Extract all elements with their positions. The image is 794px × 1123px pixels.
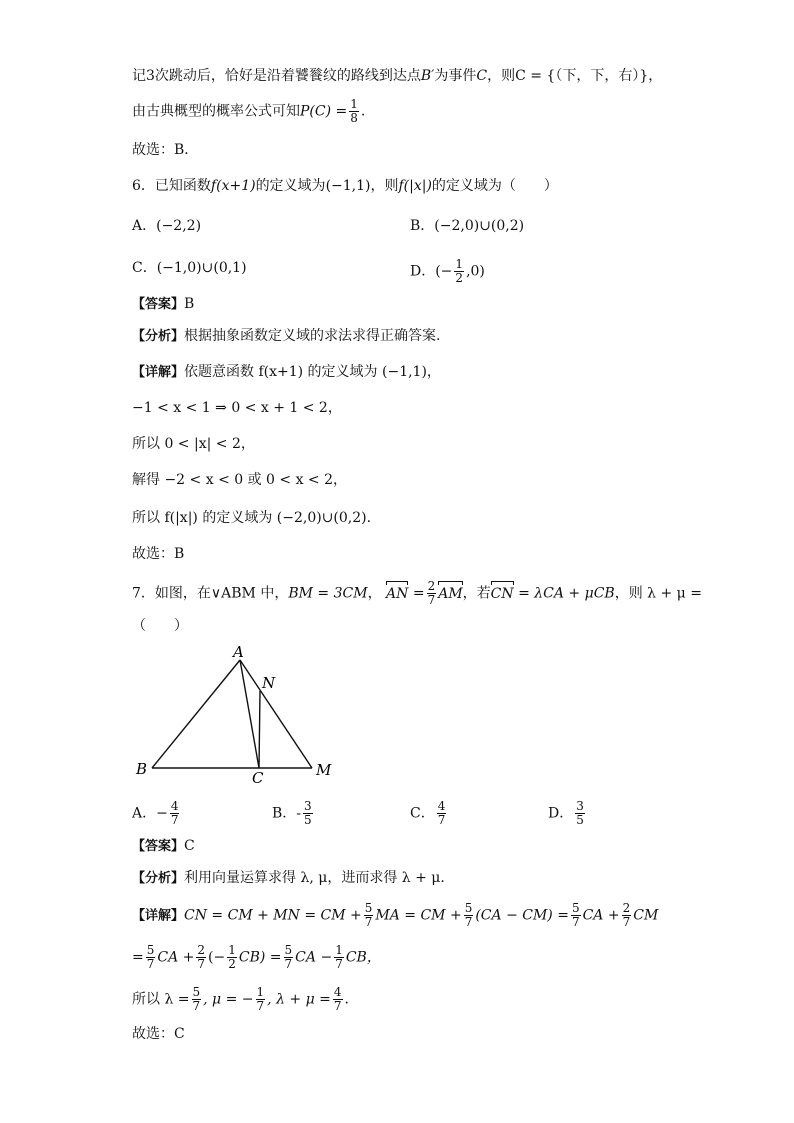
denominator: 7 [333,999,342,1013]
analysis-tag: 【分析】 [132,329,185,344]
numerator: 4 [333,985,342,999]
segment-am [240,660,312,768]
answer-tag: 【答案】 [132,839,185,854]
q6-detail-2: −1 < x < 1 ⇒ 0 < x + 1 < 2， [132,400,342,416]
label-n: N [262,674,276,692]
numerator: 1 [256,985,265,999]
text: 6．已知函数 [132,178,211,194]
expression: CB) = [238,949,282,966]
q7-analysis [132,868,445,889]
fraction [334,944,344,971]
text: . [344,991,349,1008]
domain-expression: (−1,1) [325,178,371,194]
fraction [464,902,474,929]
expression: CM [633,907,659,924]
denominator: 7 [192,999,201,1013]
q6-detail-5: 所以 f(|x|) 的定义域为 (−2,0)∪(0,2). [132,510,372,526]
q7-option-b [272,800,315,827]
numerator: 1 [350,97,358,111]
fraction [227,944,237,971]
analysis-text: 根据抽象函数定义域的求法求得正确答案. [184,328,441,344]
q6-option-b: B．(−2,0)∪(0,2) [410,218,525,234]
segment-ac [240,660,259,768]
expression: CA + [582,907,620,924]
numerator: 4 [170,799,179,813]
numerator: 3 [304,799,312,813]
numerator: 2 [622,901,631,915]
denominator: 2 [228,957,236,971]
text: ，则 λ + μ = [614,585,702,602]
text: D． [548,805,574,822]
fraction [333,986,343,1013]
fraction [256,986,266,1013]
denominator: 7 [437,813,446,827]
q6-detail-1 [132,362,441,383]
q7-detail-3 [132,986,349,1013]
text: . [360,103,366,120]
denominator: 7 [622,915,631,929]
fraction [146,944,156,971]
fraction [196,944,206,971]
event-label: C [476,68,488,84]
q7-detail-2 [132,944,381,971]
text: = [412,585,425,602]
q6-option-c: C．(−1,0)∪(0,1) [132,260,247,276]
fraction [575,800,585,827]
expression: (CA − CM) = [475,907,569,924]
q6-detail-4: 解得 −2 < x < 0 或 0 < x < 2， [132,472,348,488]
expression: , μ = − [203,991,254,1008]
fraction [437,800,447,827]
function-expression: f(|x|) [398,178,432,194]
numerator: 1 [335,943,343,957]
denominator: 7 [146,957,155,971]
numerator: 1 [455,257,464,271]
answer-value: B [184,296,195,312]
q6-answer [132,294,194,315]
numerator: 5 [571,901,580,915]
segment-cn [259,691,260,768]
fraction [349,98,359,125]
text: 由古典概型的概率公式可知 [132,103,300,120]
label-c: C [252,769,264,787]
text: ，则 [487,68,516,84]
q7-option-d [548,800,587,827]
function-expression: f(x+1) [210,178,256,194]
denominator: 7 [256,999,265,1013]
numerator: 5 [464,901,473,915]
prev-solution-answer: 故选：B． [132,142,199,158]
fraction [170,800,180,827]
q7-answer [132,836,195,857]
text: 的定义域为（ ） [431,178,558,194]
fraction [454,258,464,285]
text: ，若 [462,585,491,602]
detail-tag: 【详解】 [132,908,185,924]
numerator: 5 [146,943,155,957]
expression: , λ + μ = [267,991,331,1008]
q6-option-d [410,258,485,285]
vector-an: AN [386,585,409,602]
text: ， [367,585,382,602]
text: C． [410,805,435,822]
numerator: 2 [197,943,206,957]
q6-stem [132,176,558,196]
denominator: 7 [364,915,373,929]
detail-tag: 【详解】 [132,365,185,380]
denominator: 7 [335,957,343,971]
label-m: M [316,761,332,779]
text: ，则 [370,178,399,194]
q7-detail-1 [132,902,658,929]
denominator: 7 [571,915,580,929]
fraction [571,902,581,929]
text: 为事件 [434,68,477,84]
expression: CN = CM + MN = CM + [184,907,362,924]
q7-final-answer: 故选：C [132,1026,185,1042]
numerator: 4 [437,799,446,813]
expression: MA = CM + [375,907,462,924]
denominator: 7 [427,593,436,607]
text: A．− [132,805,168,822]
label-b: B [136,760,148,778]
numerator: 2 [427,579,436,593]
numerator: 1 [228,943,236,957]
vector-cn: CN [490,585,514,602]
answer-value: C [184,838,195,854]
denominator: 7 [464,915,473,929]
denominator: 7 [284,957,293,971]
denominator: 5 [304,813,312,827]
q6-analysis [132,326,440,347]
text: D．(− [410,263,453,280]
expression: BM = 3CM [288,585,368,602]
q6-final-answer: 故选：B [132,546,185,562]
segment-ab [152,660,240,768]
text: (− [208,949,226,966]
set-expression: C = {（下，下，右）}， [515,68,663,84]
denominator: 2 [455,271,464,285]
q7-stem [132,580,702,607]
fraction [192,986,202,1013]
numerator: 3 [576,799,584,813]
expression: CA − [295,949,333,966]
text: 7．如图，在∨ABM 中， [132,585,289,602]
fraction [622,902,632,929]
probability-expression: P(C) = [300,103,348,120]
triangle-figure [128,640,338,788]
detail-text: 依题意函数 f(x+1) 的定义域为 (−1,1)， [184,364,441,380]
numerator: 5 [284,943,293,957]
prev-solution-line-2 [132,98,365,125]
label-a: A [233,643,244,661]
answer-tag: 【答案】 [132,297,185,312]
numerator: 5 [364,901,373,915]
expression: CB， [345,949,381,966]
denominator: 5 [576,813,584,827]
text: 所以 λ = [132,991,190,1008]
q6-option-a: A．(−2,2) [132,218,202,234]
q7-paren: （ ） [132,618,188,634]
point-label: B′ [420,68,435,84]
denominator: 7 [197,957,206,971]
vector-am: AM [438,585,463,602]
text: = [132,949,144,966]
prev-solution-line-1 [132,66,662,86]
text: B．- [272,805,302,822]
fraction [364,902,374,929]
analysis-text: 利用向量运算求得 λ, μ，进而求得 λ + μ. [184,870,445,886]
expression: = λCA + μCB [518,585,615,602]
fraction [427,580,437,607]
expression: CA + [157,949,195,966]
numerator: 5 [192,985,201,999]
q6-detail-3: 所以 0 < |x| < 2， [132,436,255,452]
analysis-tag: 【分析】 [132,871,185,886]
text: 记3次跳动后，恰好是沿着饕餮纹的路线到达点 [132,68,421,84]
denominator: 8 [350,111,358,125]
fraction [284,944,294,971]
text: 的定义域为 [255,178,326,194]
q7-option-a [132,800,181,827]
q7-option-c [410,800,448,827]
fraction [303,800,313,827]
text: ,0) [466,263,485,280]
denominator: 7 [170,813,179,827]
